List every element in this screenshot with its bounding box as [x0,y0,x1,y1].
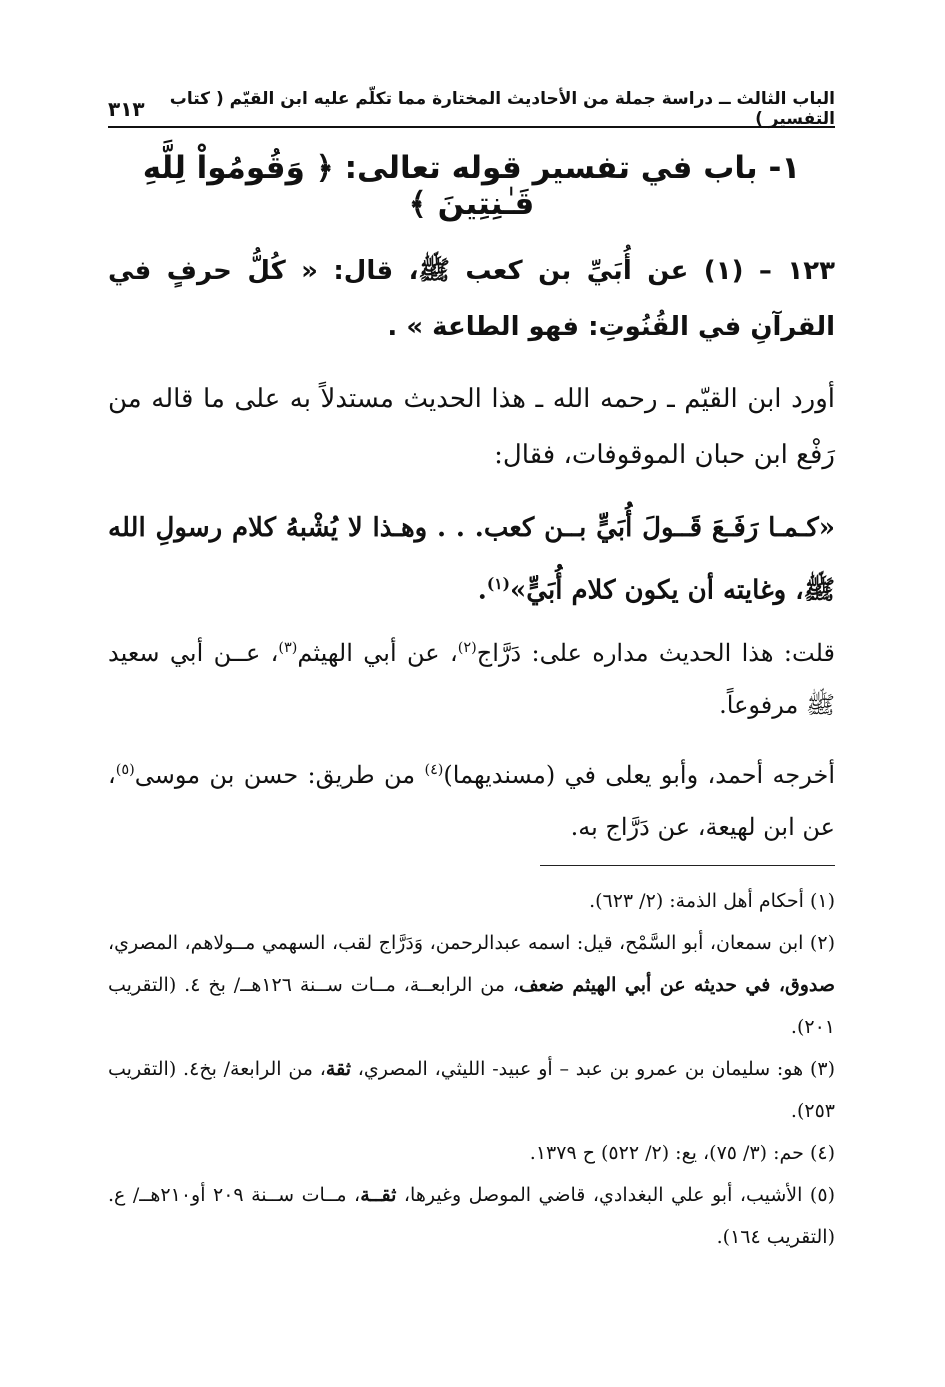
footnote-ref-3: (٣) [278,640,298,656]
takhrij-text-b: من طريق: حسن بن موسى [134,761,425,789]
footnote-2-text-c: ، من الرابعــة، مــات ســنة ١٢٦هــ/ بخ ٤. (التقريب ٢٠١). [108,974,835,1038]
commentary-paragraph-1: أورد ابن القيّم ـ رحمه الله ـ هذا الحديث مستدلاً به على ما قاله من رَفْع ابن حبان الموقوفات، فقال: [108,384,835,470]
footnote-2 [108,922,835,1048]
hadith-text: ١٢٣ – (١) عن أُبَيِّ بن كعب ﷺ، قال: « كُلُّ حرفٍ في القرآنِ في القُنُوتِ: فهو الطاعة » . [108,256,835,342]
running-title: الباب الثالث ــ دراسة جملة من الأحاديث المختارة مما تكلّم عليه ابن القيّم ( كتاب التفسير ) [169,89,835,129]
footnote-3-text-a: (٣) هو: سليمان بن عمرو بن عبد – أو عبيد- الليثي، المصري، [351,1058,835,1080]
page-number: ٣١٣ [108,97,145,121]
footnote-ref-2: (٢) [457,640,477,656]
footnote-5 [108,1174,835,1258]
footnote-5-grade: ثقــة [360,1184,397,1206]
footnote-ref-1: (١) [486,574,511,593]
takhrij-paragraph [108,744,835,853]
footnote-ref-5: (٥) [115,762,135,778]
analysis-text-b: ، عن أبي الهيثم [297,639,458,667]
footnotes [108,880,835,1258]
takhrij-text-a: أخرجه أحمد، وأبو يعلى في (مسنديهما) [443,761,835,789]
footnote-2-text-a: (٢) ابن سمعان، أبو السَّمْح، قيل: اسمه عبدالرحمن، وَدَرَّاج لقب، السهمي مــولاهم، المصري، [108,932,835,954]
quote-paragraph: «كـمـا رَفَـعَ قَــولَ أُبَيٍّ بــن كعب. . . وهـذا لا يُشْبهُ كلام رسولِ الله ﷺ، وغايته أن يكون كلام أُبَيٍّ»$^{(١)}$. [108,513,835,606]
footnote-3 [108,1048,835,1132]
footnote-1: (١) أحكام أهل الذمة: (٢/ ٦٢٣). [589,890,835,912]
takhrij-text-c: ، عن ابن لهيعة، عن دَرَّاج به. [108,761,835,841]
running-header [108,89,835,129]
footnote-4: (٤) حم: (٣/ ٧٥)، يع: (٢/ ٥٢٢) ح ١٣٧٩. [529,1142,835,1164]
footnote-2-grade: صدوق، في حديثه عن أبي الهيثم ضعف [518,974,835,996]
footnote-5-text-a: (٥) الأشيب، أبو علي البغدادي، قاضي الموصل وغيرها، [396,1184,835,1206]
footnote-5-text-c: ، مــات ســنة ٢٠٩ أو٢١٠هــ/ ع. (التقريب ١٦٤). [108,1184,835,1248]
analysis-text-a: قلت: هذا الحديث مداره على: دَرَّاج [476,639,835,667]
footnote-3-grade: ثقة [325,1058,351,1080]
footnote-ref-4: (٤) [424,762,444,778]
quote-text: «كـمـا رَفَـعَ قَــولَ أُبَيٍّ بــن كعب. . . وهـذا لا يُشْبهُ كلام رسولِ الله ﷺ، وغايته أن يكون كلام أُبَيٍّ» [108,513,835,606]
footnote-separator [540,865,835,866]
chapter-title: ١- باب في تفسير قوله تعالى: ﴿ وَقُومُواْ لِلَّهِ قَـٰنِتِينَ ﴾ [142,150,801,222]
analysis-paragraph [108,622,835,731]
footnote-3-text-c: ، من الرابعة/ بخ٤. (التقريب ٢٥٣). [108,1058,835,1122]
analysis-text-c: ، عــن أبي سعيد ﷺ مرفوعاً. [108,639,835,719]
